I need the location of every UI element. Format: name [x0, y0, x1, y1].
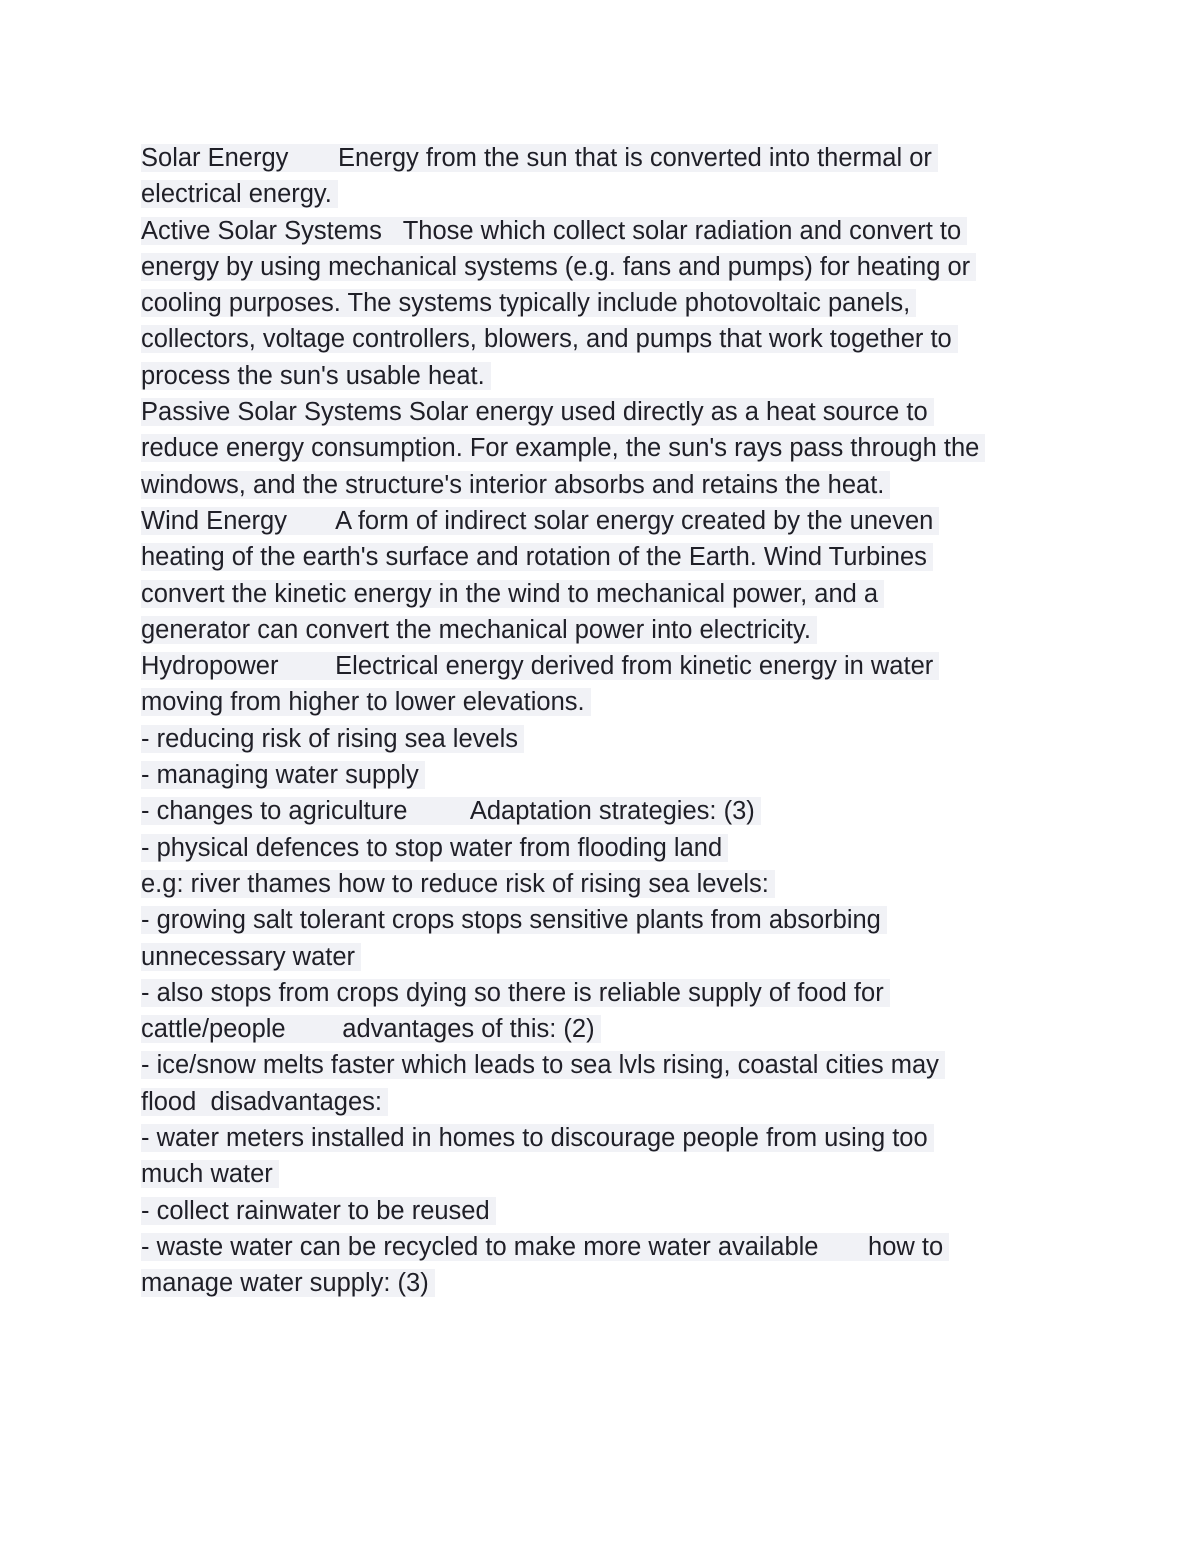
text-line	[141, 1229, 1061, 1265]
line-text: collectors, voltage controllers, blowers, and pumps that work together to	[141, 325, 958, 353]
text-line	[141, 1120, 1061, 1156]
text-line	[141, 213, 1061, 249]
line-text: moving from higher to lower elevations.	[141, 688, 591, 716]
line-text: - changes to agriculture Adaptation strategies: (3)	[141, 797, 761, 825]
line-text: Hydropower Electrical energy derived from kinetic energy in water	[141, 652, 939, 680]
text-line	[141, 467, 1061, 503]
line-text: - growing salt tolerant crops stops sensitive plants from absorbing	[141, 906, 887, 934]
text-line	[141, 1193, 1061, 1229]
line-text: - water meters installed in homes to discourage people from using too	[141, 1124, 934, 1152]
text-line	[141, 285, 1061, 321]
text-line	[141, 140, 1061, 176]
text-line	[141, 1265, 1061, 1301]
line-text: reduce energy consumption. For example, the sun's rays pass through the	[141, 434, 985, 462]
text-line	[141, 576, 1061, 612]
line-text: much water	[141, 1160, 279, 1188]
text-line	[141, 503, 1061, 539]
text-line	[141, 648, 1061, 684]
line-text: convert the kinetic energy in the wind to mechanical power, and a	[141, 580, 884, 608]
text-line	[141, 430, 1061, 466]
line-text: electrical energy.	[141, 180, 338, 208]
line-text: - ice/snow melts faster which leads to sea lvls rising, coastal cities may	[141, 1051, 945, 1079]
text-line	[141, 1047, 1061, 1083]
line-text: energy by using mechanical systems (e.g. fans and pumps) for heating or	[141, 253, 976, 281]
line-text: Active Solar Systems Those which collect solar radiation and convert to	[141, 217, 967, 245]
line-text: windows, and the structure's interior absorbs and retains the heat.	[141, 471, 890, 499]
line-text: Wind Energy A form of indirect solar energy created by the uneven	[141, 507, 939, 535]
text-line	[141, 539, 1061, 575]
text-line	[141, 358, 1061, 394]
text-line	[141, 721, 1061, 757]
text-line	[141, 866, 1061, 902]
line-text: Solar Energy Energy from the sun that is converted into thermal or	[141, 144, 938, 172]
line-text: unnecessary water	[141, 943, 361, 971]
text-line	[141, 612, 1061, 648]
text-line	[141, 176, 1061, 212]
line-text: - also stops from crops dying so there is reliable supply of food for	[141, 979, 890, 1007]
text-line	[141, 1084, 1061, 1120]
text-line	[141, 939, 1061, 975]
line-text: Passive Solar Systems Solar energy used directly as a heat source to	[141, 398, 934, 426]
text-line	[141, 975, 1061, 1011]
text-line	[141, 1011, 1061, 1047]
text-line	[141, 321, 1061, 357]
line-text: - waste water can be recycled to make more water available how to	[141, 1233, 949, 1261]
text-line	[141, 757, 1061, 793]
text-line	[141, 1156, 1061, 1192]
line-text: generator can convert the mechanical power into electricity.	[141, 616, 817, 644]
line-text: manage water supply: (3)	[141, 1269, 435, 1297]
text-line	[141, 684, 1061, 720]
text-line	[141, 793, 1061, 829]
line-text: cooling purposes. The systems typically include photovoltaic panels,	[141, 289, 916, 317]
document-body	[141, 140, 1061, 1302]
text-line	[141, 830, 1061, 866]
line-text: cattle/people advantages of this: (2)	[141, 1015, 601, 1043]
line-text: e.g: river thames how to reduce risk of rising sea levels:	[141, 870, 775, 898]
text-line	[141, 249, 1061, 285]
text-line	[141, 902, 1061, 938]
line-text: flood disadvantages:	[141, 1088, 388, 1116]
line-text: - reducing risk of rising sea levels	[141, 725, 524, 753]
line-text: process the sun's usable heat.	[141, 362, 491, 390]
line-text: heating of the earth's surface and rotation of the Earth. Wind Turbines	[141, 543, 933, 571]
line-text: - collect rainwater to be reused	[141, 1197, 496, 1225]
line-text: - managing water supply	[141, 761, 425, 789]
line-text: - physical defences to stop water from flooding land	[141, 834, 728, 862]
text-line	[141, 394, 1061, 430]
